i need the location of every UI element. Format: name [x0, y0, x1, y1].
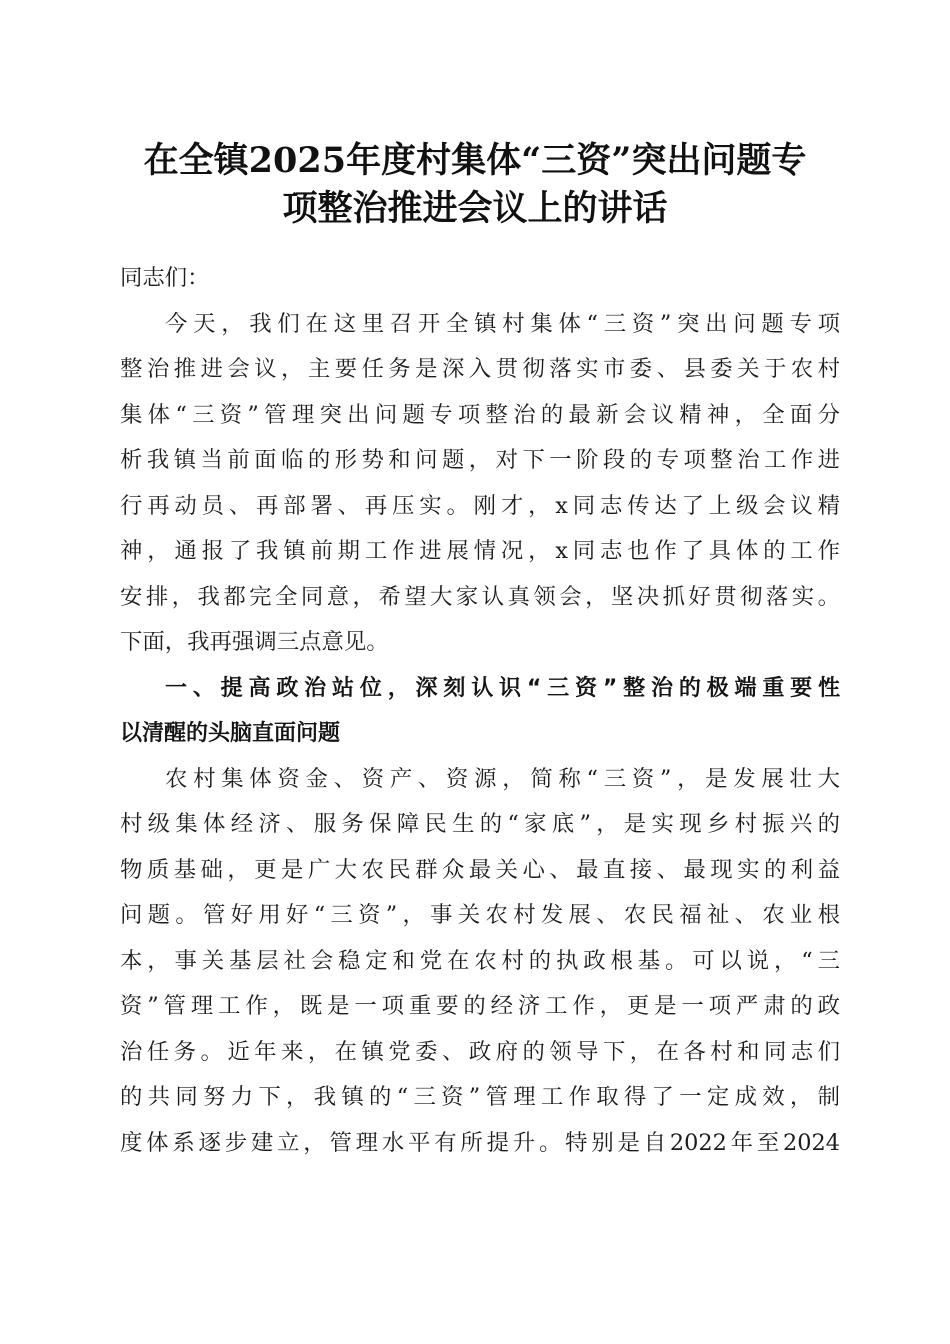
paragraph-line: 物质基础，更是广大农民群众最关心、最直接、最现实的利益	[120, 856, 840, 883]
paragraph-line: 问题。管好用好“三资”，事关农村发展、农民福祉、农业根	[120, 902, 840, 928]
paragraph-line: 神，通报了我镇前期工作进展情况，x同志也作了具体的工作	[120, 538, 840, 564]
paragraph-line: 安排，我都完全同意，希望大家认真领会，坚决抓好贯彻落实。	[120, 583, 840, 610]
title-line-1: 在全镇2025年度村集体“三资”突出问题专	[143, 140, 807, 181]
section-heading-line: 以清醒的头脑直面问题	[120, 721, 341, 746]
paragraph-line: 资”管理工作，既是一项重要的经济工作，更是一项严肃的政	[120, 993, 840, 1019]
paragraph-line: 析我镇当前面临的形势和问题，对下一阶段的专项整治工作进	[120, 447, 840, 473]
paragraph-line: 本，事关基层社会稳定和党在农村的执政根基。可以说，“三	[120, 947, 840, 974]
title-line-2: 项整治推进会议上的讲话	[282, 188, 668, 229]
paragraph-line: 行再动员、再部署、再压实。刚才，x同志传达了上级会议精	[120, 492, 840, 519]
salutation: 同志们：	[120, 265, 210, 291]
section-heading-line: 一、提高政治站位，深刻认识“三资”整治的极端重要性	[165, 675, 840, 701]
paragraph-line: 治任务。近年来，在镇党委、政府的领导下，在各村和同志们	[120, 1038, 840, 1065]
document-body	[120, 256, 840, 1166]
paragraph-line: 村级集体经济、服务保障民生的“家底”，是实现乡村振兴的	[120, 811, 840, 837]
paragraph-line: 今天，我们在这里召开全镇村集体“三资”突出问题专项	[165, 310, 840, 337]
document-title	[100, 137, 850, 233]
paragraph-line: 农村集体资金、资产、资源，简称“三资”，是发展壮大	[165, 765, 840, 792]
paragraph-line: 下面，我再强调三点意见。	[120, 629, 389, 655]
paragraph-line: 集体“三资”管理突出问题专项整治的最新会议精神，全面分	[120, 401, 840, 428]
paragraph-line: 度体系逐步建立，管理水平有所提升。特别是自2022年至2024	[120, 1129, 840, 1156]
paragraph-line: 的共同努力下，我镇的“三资”管理工作取得了一定成效，制	[120, 1084, 840, 1110]
paragraph-line: 整治推进会议，主要任务是深入贯彻落实市委、县委关于农村	[120, 356, 840, 382]
